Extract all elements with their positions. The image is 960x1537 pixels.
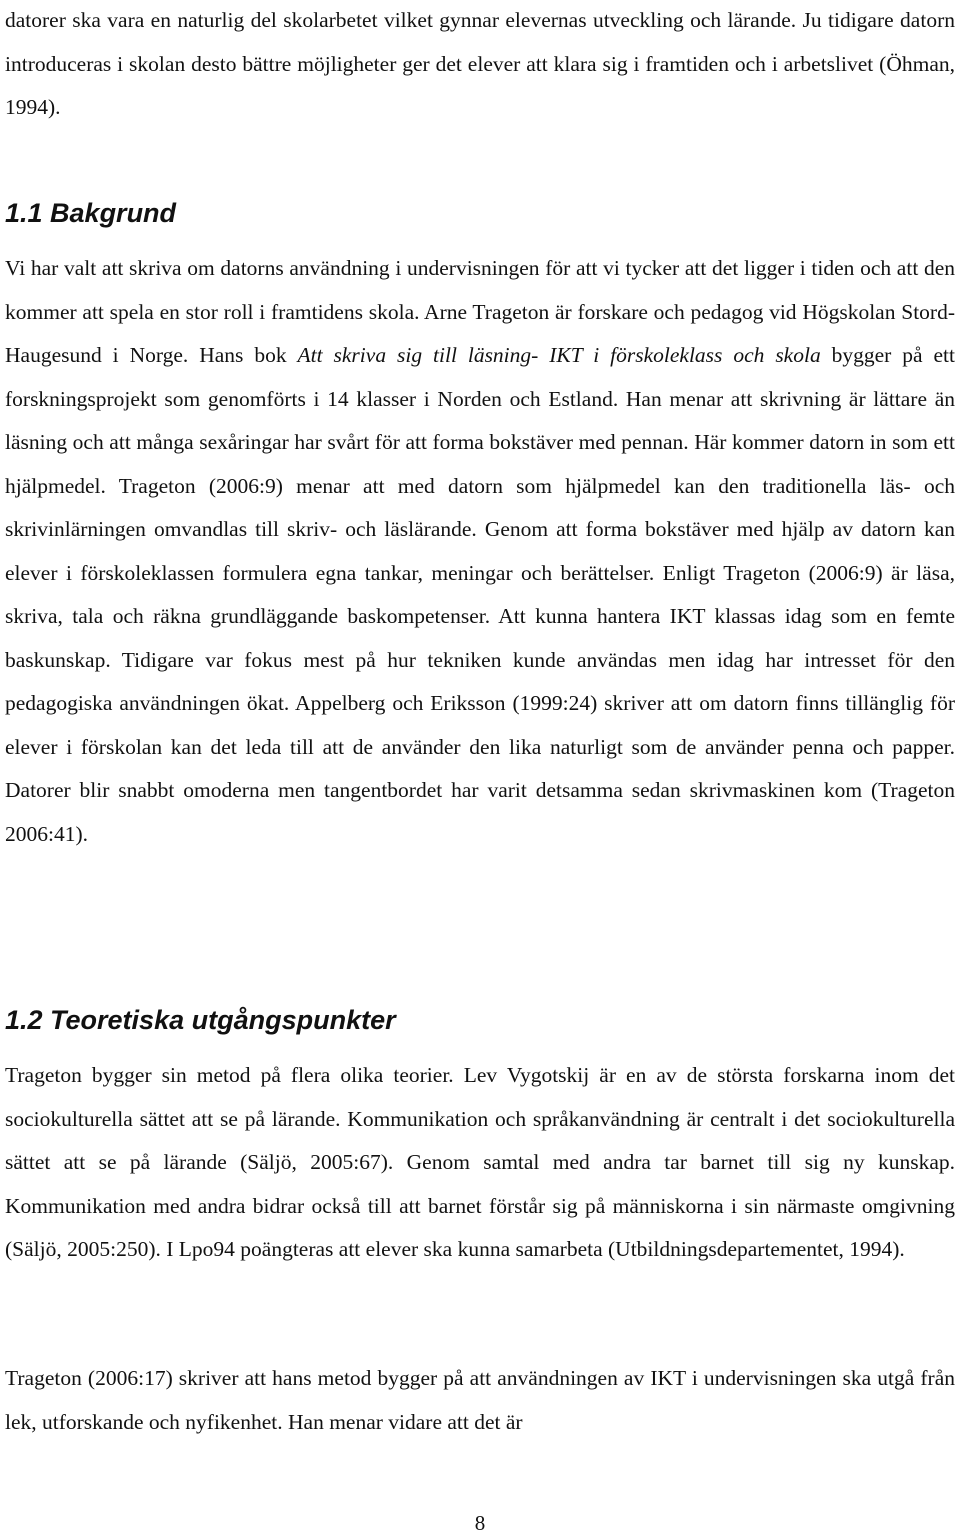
bakgrund-text-part-2: bygger på ett forskningsprojekt som genomförts i 14 klasser i Norden och Estland. Han menar att skrivning är lättare än läsning och att många sexåringar har svårt för att forma bokstäver med pennan. Här kommer datorn in som ett hjälpmedel. Trageton (2006:9) menar att med datorn som hjälpmedel kan den traditionella läs- och skrivinlärningen omvandlas till skriv- och läslärande. Genom att forma bokstäver med hjälp av datorn kan elever i förskoleklassen formulera egna tankar, meningar och berättelser. Enligt Trageton (2006:9) är läsa, skriva, tala och räkna grundläggande baskompetenser. Att kunna hantera IKT klassas idag som en femte baskunskap. Tidigare var fokus mest på hur tekniken kunde användas men idag har intresset för den pedagogiska användningen ökat. Appelberg och Eriksson (1999:24) skriver att om datorn finns tillänglig för elever i förskolan kan det leda till att de använder den lika naturligt som de använder penna och papper. Datorer blir snabbt omoderna men tangentbordet har varit detsamma sedan skrivmaskinen kom (Trageton 2006:41). <box>5 343 955 846</box>
section-heading-bakgrund: 1.1 Bakgrund <box>5 198 177 228</box>
bakgrund-paragraph <box>5 247 955 856</box>
bakgrund-text-part-1: Vi har valt att skriva om datorns användning i undervisningen för att vi tycker att det ligger i tiden och att den kommer att spela en stor roll i framtidens skola. Arne Trageton är forskare och pedagog vid Högskolan Stord- Haugesund i Norge. Hans bok <box>5 256 955 367</box>
teoretiska-paragraph-2: Trageton (2006:17) skriver att hans metod bygger på att användningen av IKT i undervisningen ska utgå från lek, utforskande och nyfikenhet. Han menar vidare att det är <box>5 1366 955 1434</box>
page-number: 8 <box>474 1511 486 1535</box>
section-heading-teoretiska: 1.2 Teoretiska utgångspunkter <box>5 1005 396 1035</box>
book-title: Att skriva sig till läsning- IKT i förskoleklass och skola <box>297 343 821 367</box>
teoretiska-paragraph-1: Trageton bygger sin metod på flera olika teorier. Lev Vygotskij är en av de största forskarna inom det sociokulturella sättet att se på lärande. Kommunikation och språkanvändning är centralt i det sociokulturella sättet att se på lärande (Säljö, 2005:67). Genom samtal med andra tar barnet till sig ny kunskap. Kommunikation med andra bidrar också till att barnet förstår sig på människorna i sin närmaste omgivning (Säljö, 2005:250). I Lpo94 poängteras att elever ska kunna samarbeta (Utbildningsdepartementet, 1994). <box>5 1063 955 1261</box>
intro-paragraph: datorer ska vara en naturlig del skolarbetet vilket gynnar elevernas utveckling och lärande. Ju tidigare datorn introduceras i skolan desto bättre möjligheter ger det elever att klara sig i framtiden och i arbetslivet (Öhman, 1994). <box>5 8 955 119</box>
